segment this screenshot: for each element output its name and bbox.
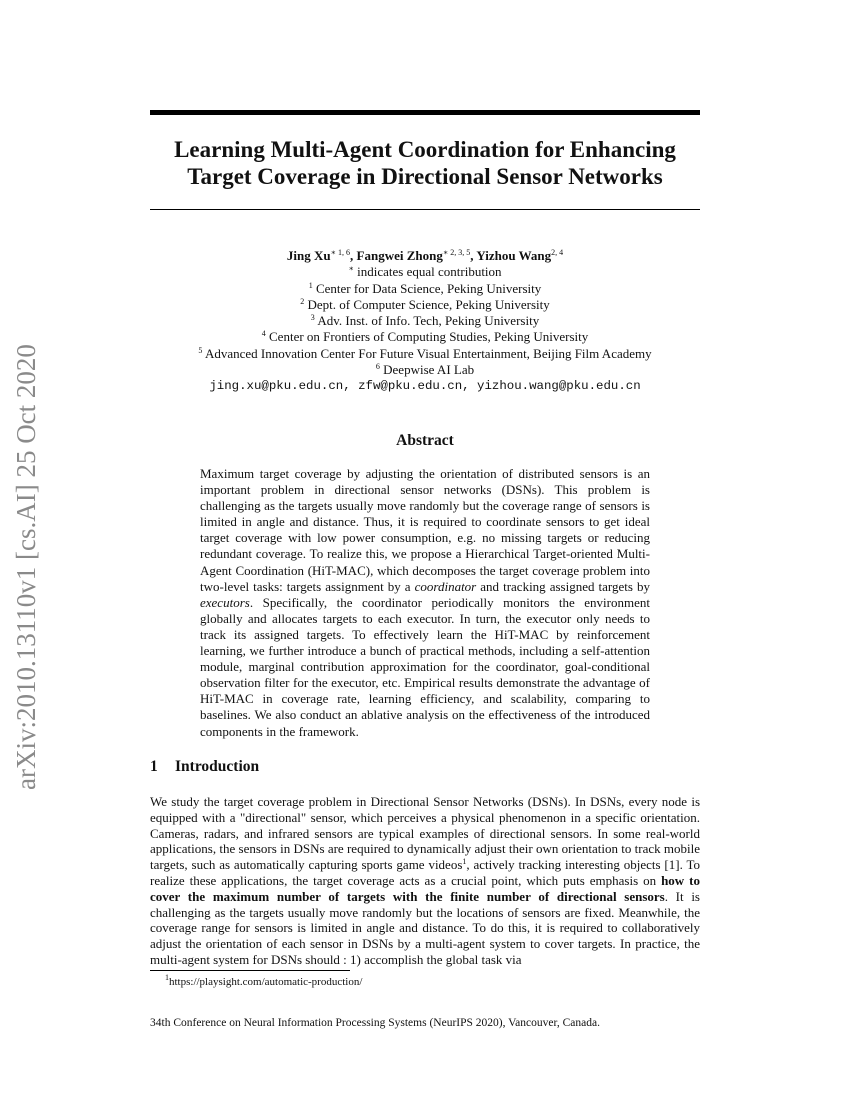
footnote-mark: 1 <box>165 973 169 982</box>
section-heading <box>150 758 700 776</box>
equal-contribution-text: indicates equal contribution <box>357 264 502 280</box>
intro-text: , actively tracking interesting objects [1]. To realize these applications, the target coverage acts as a crucial point, which puts emphasis on <box>150 857 700 888</box>
equal-contribution-note <box>150 264 700 280</box>
author-marks: 2, 4 <box>551 248 564 257</box>
affiliation <box>150 362 700 378</box>
venue-footer: 34th Conference on Neural Information Processing Systems (NeurIPS 2020), Vancouver, Canada. <box>150 1017 600 1029</box>
title-top-rule <box>150 110 700 115</box>
intro-emphasis: how to cover the maximum number of targets with the finite number of directional sensors <box>150 872 700 904</box>
affiliation-text: Deepwise AI Lab <box>383 362 475 378</box>
footnote-rule <box>150 970 350 971</box>
intro-text: . It is challenging as the targets usually move randomly but the locations of sensors are fixed. Meanwhile, the coverage range for sensors is limited in angle and distance. To do this, it is required to collaboratively adjust the orientation of each sensor in DSNs by a multi-agent system to cover targets. In practice, the multi-agent system for DSNs should : 1) accomplish the global task via <box>150 888 700 967</box>
affiliation <box>150 281 700 297</box>
author-block <box>150 248 700 395</box>
author-emails: jing.xu@pku.edu.cn, zfw@pku.edu.cn, yizhou.wang@pku.edu.cn <box>209 379 641 394</box>
affiliation <box>150 329 700 345</box>
affiliation <box>150 313 700 329</box>
affiliation <box>150 297 700 313</box>
abstract-body <box>200 466 650 740</box>
abstract-emphasis: executors <box>200 594 250 610</box>
affiliation-mark: 3 <box>310 313 315 323</box>
footnote-link[interactable]: https://playsight.com/automatic-production/ <box>169 976 363 988</box>
affiliation-mark: 5 <box>198 345 203 355</box>
abstract-heading: Abstract <box>396 432 454 449</box>
section-title: Introduction <box>175 758 260 775</box>
title-bottom-rule <box>150 209 700 210</box>
affiliation-text: Center for Data Science, Peking University <box>315 280 542 296</box>
equal-contribution-mark: ∗ <box>348 264 354 274</box>
affiliation-mark: 2 <box>300 296 305 306</box>
affiliation-text: Center on Frontiers of Computing Studies, Peking University <box>269 329 589 345</box>
intro-text: We study the target coverage problem in Directional Sensor Networks (DSNs). In DSNs, every node is equipped with a "directional" sensor, which perceives a physical phenomenon in a specific orientation. Cameras, radars, and infrared sensors are typical examples of directional sensors. In some real-world applications, the sensors in DSNs are required to dynamically adjust their own orientation to track mobile targets, such as automatically capturing sports game videos <box>150 794 700 873</box>
affiliation-text: Adv. Inst. of Info. Tech, Peking University <box>317 313 540 329</box>
abstract-text: and tracking assigned targets by <box>476 578 650 594</box>
author-marks: ∗ 1, 6 <box>330 248 351 257</box>
author-name: Yizhou Wang <box>476 248 552 263</box>
author-names: Jing $Xu^{∗ 1, 6}$, Fangwei Zhong$^{∗ 2, 3, 5}$, Yizhou Wang$^{2, 4}$ <box>286 248 564 263</box>
author-marks: ∗ 2, 3, 5 <box>442 248 471 257</box>
footnote-reference: 1 <box>462 857 467 867</box>
introduction-paragraph <box>150 794 700 968</box>
author-name: Jing Xu <box>286 248 331 263</box>
affiliation-mark: 6 <box>375 362 380 372</box>
abstract-emphasis: coordinator <box>414 578 477 594</box>
affiliation-mark: 4 <box>261 329 266 339</box>
author-name: Fangwei Zhong <box>356 248 443 263</box>
footnote <box>165 975 705 989</box>
abstract-text: . Specifically, the coordinator periodically monitors the environment globally and allocates targets to each executor. In turn, the executor only needs to track its assigned targets. To effectively learn the HiT-MAC by reinforcement learning, we further introduce a bunch of practical methods, including a self-attention module, marginal contribution approximation for the coordinator, goal-conditional observation filter for the executor, etc. Empirical results demonstrate the advantage of HiT-MAC in coverage rate, learning efficiency, and scalability, comparing to baselines. We also conduct an ablative analysis on the effectiveness of the introduced components in the framework. <box>200 594 650 739</box>
abstract-text: Maximum target coverage by adjusting the orientation of distributed sensors is an important problem in directional sensor networks (DSNs). This problem is challenging as the targets usually move randomly but the coverage range of sensors is limited in angle and distance. Thus, it is required to coordinate sensors to get ideal target coverage with low power consumption, e.g. no missing targets or reducing redundant coverage. To realize this, we propose a Hierarchical Target-oriented Multi-Agent Coordination (HiT-MAC), which decomposes the target coverage problem into two-level tasks: targets assignment by a <box>200 466 650 594</box>
affiliation-mark: 1 <box>308 280 313 290</box>
paper-title: Learning Multi-Agent Coordination for Enhancing Target Coverage in Directional Sensor Networks <box>174 137 676 189</box>
arxiv-identifier: arXiv:2010.13110v1 [cs.AI] 25 Oct 2020 <box>11 344 41 790</box>
section-number: 1 <box>150 758 158 775</box>
affiliation-text: Dept. of Computer Science, Peking University <box>307 296 550 312</box>
affiliation-text: Advanced Innovation Center For Future Visual Entertainment, Beijing Film Academy <box>204 345 652 361</box>
affiliation <box>150 346 700 362</box>
